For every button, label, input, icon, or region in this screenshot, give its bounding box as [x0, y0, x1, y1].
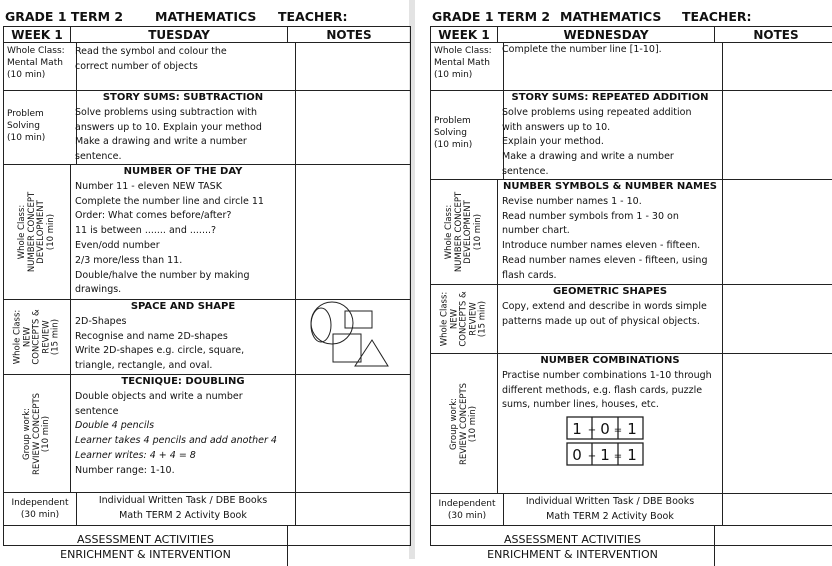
mental-math-activity: Read the symbol and colour the correct number of objects: [71, 43, 296, 90]
puzzle-digit: 1: [600, 446, 610, 465]
problem-solving-row: [4, 90, 410, 164]
mental-math-activity: Complete the number line [1-10].: [498, 43, 723, 90]
notes-cell: [288, 43, 410, 90]
puzzle-digit: 0: [600, 420, 610, 439]
new-concepts-label: Whole Class: NEW CONCEPTS & REVIEW (15 min): [431, 285, 498, 353]
teacher-label: TEACHER:: [682, 9, 752, 24]
puzzle-digit: 1: [572, 420, 582, 439]
puzzle-digit: 1: [627, 446, 637, 465]
teacher-label: TEACHER:: [278, 9, 348, 24]
subject: MATHEMATICS: [155, 9, 257, 24]
notes-cell: [288, 165, 410, 299]
assessment-activities: ASSESSMENT ACTIVITIES ENRICHMENT & INTERVENTION: [4, 526, 288, 566]
notes-cell: [715, 180, 832, 284]
notes-cell: [288, 526, 410, 566]
group-work-label: Group work: REVIEW CONCEPTS (10 min): [431, 354, 498, 493]
independent-activity: Individual Written Task / DBE Books Math TERM 2 Activity Book: [71, 493, 296, 525]
number-concept-row: [431, 179, 832, 284]
new-concepts-label: Whole Class: NEW CONCEPTS & REVIEW (15 min): [4, 300, 71, 374]
problem-solving-activity: STORY SUMS: REPEATED ADDITION Solve problems using repeated addition with answers up to 10. Explain your method. Make a drawing and write a number sentence.: [498, 91, 723, 179]
number-concept-label: Whole Class: NUMBER CONCEPT DEVELOPMENT (10 min): [4, 165, 71, 299]
notes-cell: [715, 354, 832, 493]
grade-term: GRADE 1 TERM 2: [432, 9, 551, 24]
number-concept-activity: NUMBER OF THE DAY Number 11 - eleven NEW TASK Complete the number line and circle 11 Order: What comes before/after? 11 is between ....... and .......? Even/odd number 2/3 more/less than 11. Double/halve the number by making drawings.: [71, 165, 296, 299]
independent-row: [431, 493, 832, 525]
puzzle-operator: =: [613, 451, 623, 463]
problem-solving-activity: STORY SUMS: SUBTRACTION Solve problems using subtraction with answers up to 10. Explain your method Make a drawing and write a number sentence.: [71, 91, 296, 164]
2d-shapes-drawing: [288, 300, 408, 372]
activity-heading: GEOMETRIC SHAPES: [552, 286, 668, 297]
independent-row: [4, 492, 410, 525]
subject: MATHEMATICS: [560, 9, 662, 24]
number-concept-activity: NUMBER SYMBOLS & NUMBER NAMES Revise number names 1 - 10. Read number symbols from 1 - 30 on number chart. Introduce number names eleven - fifteen. Read number names eleven - fifteen, using flash cards.: [498, 180, 723, 284]
activity-heading: TECNIQUE: DOUBLING: [121, 376, 245, 387]
puzzle-digit: 0: [572, 446, 582, 465]
notes-header: NOTES: [326, 28, 372, 42]
independent-label: Independent (30 min): [431, 494, 504, 525]
puzzle-digit: 1: [627, 420, 637, 439]
day-header: WEDNESDAY: [498, 27, 715, 42]
activity-heading: STORY SUMS: SUBTRACTION: [102, 92, 264, 103]
number-puzzle: [502, 413, 718, 471]
activity-heading: NUMBER COMBINATIONS: [540, 355, 680, 366]
column-header-row: [431, 27, 832, 42]
activity-heading: STORY SUMS: REPEATED ADDITION: [511, 92, 709, 103]
independent-label: Independent (30 min): [4, 493, 77, 525]
notes-cell: [715, 285, 832, 353]
group-work-activity: NUMBER COMBINATIONS Practise number combinations 1-10 through different methods, e.g. flash cards, puzzle sums, number lines, houses, etc. 1 + 0 = 1 0 + 1 = 1: [498, 354, 723, 493]
space-shape-row: [4, 299, 410, 374]
notes-cell: [715, 43, 832, 90]
lesson-table: [430, 26, 832, 561]
number-concept-label: Whole Class: NUMBER CONCEPT DEVELOPMENT (10 min): [431, 180, 498, 284]
problem-solving-label: Problem Solving (10 min): [431, 91, 504, 179]
page-header: [3, 6, 409, 26]
notes-cell: [715, 91, 832, 179]
column-header-row: [4, 27, 410, 42]
notes-cell: [288, 493, 410, 525]
lesson-table: [3, 26, 411, 561]
notes-cell: [288, 300, 410, 374]
puzzle-operator: +: [587, 451, 597, 463]
group-work-label: Group work: REVIEW CONCEPTS (10 min): [4, 375, 71, 492]
assessment-row: [4, 525, 410, 566]
group-work-row: [431, 353, 832, 493]
notes-cell: [288, 91, 410, 164]
independent-activity: Individual Written Task / DBE Books Math TERM 2 Activity Book: [498, 494, 723, 525]
space-shape-activity: SPACE AND SHAPE 2D-Shapes Recognise and name 2D-shapes Write 2D-shapes e.g. circle, square, triangle, rectangle, and oval.: [71, 300, 296, 374]
page-header: [430, 6, 832, 26]
activity-heading: NUMBER OF THE DAY: [123, 166, 243, 177]
week-header: WEEK 1: [431, 27, 498, 42]
grade-term: GRADE 1 TERM 2: [5, 9, 124, 24]
notes-header: NOTES: [753, 28, 799, 42]
mental-math-row: [431, 42, 832, 90]
notes-cell: [715, 526, 832, 566]
notes-cell: [288, 375, 410, 492]
number-concept-row: [4, 164, 410, 299]
week-header: WEEK 1: [4, 27, 71, 42]
problem-solving-label: Problem Solving (10 min): [4, 91, 77, 164]
mental-math-row: [4, 42, 410, 90]
geometric-shapes-activity: GEOMETRIC SHAPES Copy, extend and describe in words simple patterns made up out of physical objects.: [498, 285, 723, 353]
problem-solving-row: [431, 90, 832, 179]
day-header: TUESDAY: [71, 27, 288, 42]
group-work-activity: TECNIQUE: DOUBLING Double objects and write a number sentence Double 4 pencils Learner takes 4 pencils and add another 4 Learner writes: 4 + 4 = 8 Number range: 1-10.: [71, 375, 296, 492]
number-combination-puzzle: [566, 415, 646, 469]
puzzle-operator: =: [613, 425, 623, 437]
assessment-row: [431, 525, 832, 566]
assessment-activities: ASSESSMENT ACTIVITIES ENRICHMENT & INTERVENTION: [431, 526, 715, 566]
geometric-shapes-row: [431, 284, 832, 353]
group-work-row: [4, 374, 410, 492]
tuesday-plan: [3, 6, 409, 561]
activity-heading: NUMBER SYMBOLS & NUMBER NAMES: [502, 181, 718, 192]
mental-math-label: Whole Class: Mental Math (10 min): [4, 43, 77, 90]
activity-heading: SPACE AND SHAPE: [130, 301, 236, 312]
puzzle-operator: +: [587, 425, 597, 437]
notes-cell: [715, 494, 832, 525]
mental-math-label: Whole Class: Mental Math (10 min): [431, 43, 504, 90]
wednesday-plan: [430, 6, 832, 561]
